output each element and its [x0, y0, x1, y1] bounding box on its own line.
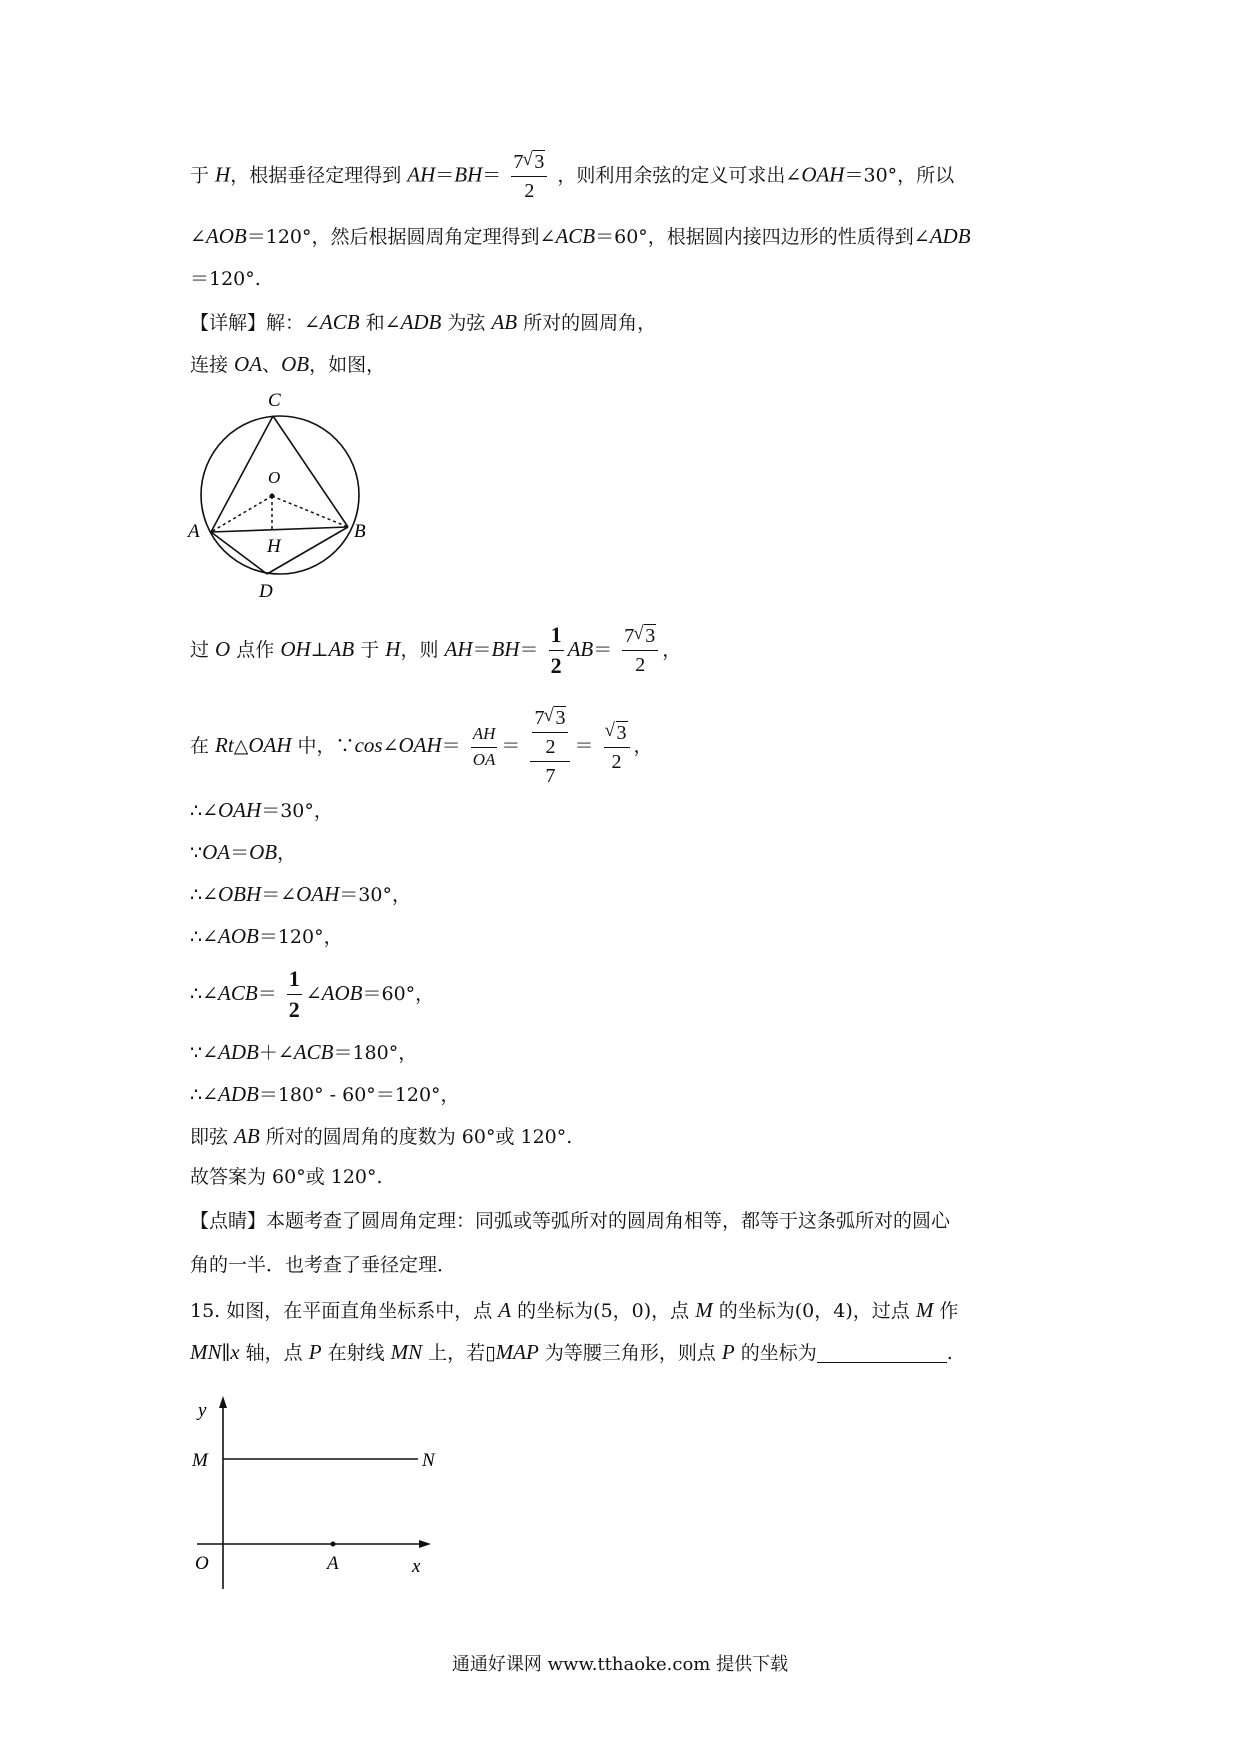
solution-line-13	[190, 1042, 417, 1063]
solution-line-10	[190, 884, 411, 905]
math: Rt	[215, 733, 234, 757]
text: ⊥	[310, 638, 329, 661]
math: AH	[444, 636, 473, 661]
text: ∵	[190, 842, 203, 864]
math: OAH	[398, 733, 442, 757]
text: 连接	[190, 354, 235, 376]
math: ADB	[218, 1082, 259, 1106]
solution-line-7	[190, 706, 653, 788]
math: H	[385, 636, 401, 661]
x-axis-arrow-icon	[419, 1540, 431, 1548]
text: ＝	[441, 735, 461, 757]
math: M	[695, 1298, 713, 1322]
math: AOB	[205, 224, 247, 248]
denominator: OA	[472, 749, 496, 769]
text: ∴∠	[190, 1084, 219, 1106]
math: ADB	[400, 310, 442, 334]
text: 为等腰三角形，则点	[538, 1342, 722, 1364]
math: AB	[234, 1124, 260, 1148]
solution-line-2	[190, 226, 971, 247]
text: ∴∠	[190, 926, 219, 948]
comment-line-1	[190, 1212, 950, 1231]
center-point-O	[270, 494, 275, 499]
text: ＝	[519, 638, 539, 661]
math: AOB	[321, 980, 363, 1005]
math: cos	[354, 733, 383, 757]
text: 于	[190, 164, 216, 187]
denominator: 2	[524, 180, 535, 202]
fraction-7root3-over-2	[511, 150, 547, 203]
math: MN	[390, 1340, 423, 1364]
text: ，则	[400, 638, 445, 661]
text: ＝120°.	[190, 268, 261, 290]
math: MN	[190, 1340, 222, 1364]
fraction-AH-over-OA	[471, 724, 498, 770]
denominator: 2	[635, 654, 646, 677]
label-A: A	[327, 1553, 339, 1574]
numerator: 1	[287, 966, 302, 995]
detail-heading-line	[190, 312, 656, 333]
text: 的坐标为	[734, 1342, 817, 1364]
math: OAH	[296, 882, 340, 906]
fraction-one-half	[549, 622, 564, 680]
math: OA	[202, 840, 231, 864]
fraction-root3-over-2	[604, 721, 630, 774]
text: 所对的圆周角的度数为 60°或 120°.	[259, 1126, 573, 1148]
math: ADB	[929, 224, 971, 248]
denominator: 7	[545, 765, 556, 787]
text: ∠	[305, 982, 322, 1005]
segment-AD	[211, 532, 267, 574]
segment-AB	[211, 527, 348, 532]
segment-CA	[211, 416, 273, 532]
text: ＝	[574, 735, 594, 757]
math: OA	[234, 352, 263, 376]
circle-figure	[180, 385, 380, 600]
math: OBH	[218, 882, 262, 906]
complex-fraction	[530, 706, 570, 788]
denominator: 2	[545, 736, 556, 758]
text: 角的一半．也考查了垂径定理．	[190, 1254, 457, 1276]
text: ，	[277, 842, 297, 864]
math: OH	[280, 636, 311, 661]
math: AB	[328, 636, 355, 661]
text: 【点睛】本题考查了圆周角定理：同弧或等弧所对的圆周角相等，都等于这条弧所对的圆心	[190, 1210, 951, 1232]
text: ∠	[190, 226, 206, 248]
math: OB	[249, 840, 278, 864]
text: ＝	[230, 842, 250, 864]
text: △	[233, 735, 249, 757]
text: ＝	[593, 638, 613, 661]
text: 故答案为 60°或 120°.	[190, 1166, 383, 1188]
text: 即弦	[190, 1126, 235, 1148]
math: AOB	[218, 924, 259, 948]
text: ＝∠	[261, 884, 297, 906]
solution-line-3	[190, 270, 261, 289]
text: ∠	[382, 735, 399, 757]
text: ∴∠	[190, 982, 219, 1005]
text: ＝	[501, 735, 521, 757]
text: ＝	[472, 638, 492, 661]
solution-line-6	[190, 622, 681, 680]
text: ，	[633, 735, 653, 757]
solution-line-15	[190, 1126, 572, 1147]
solution-line-9	[190, 842, 296, 863]
math: M	[915, 1298, 934, 1322]
label-O: O	[268, 468, 281, 487]
text: ，如图，	[309, 354, 386, 376]
text: ＝180°，	[333, 1042, 418, 1064]
math: H	[215, 162, 231, 187]
math: ADB	[218, 1040, 259, 1064]
text: ＝30°，所以	[844, 164, 955, 187]
solution-line-8	[190, 800, 333, 821]
text: 15. 如图，在平面直角坐标系中，点	[190, 1300, 499, 1322]
math: ACB	[555, 224, 596, 248]
text: 【详解】解：∠	[190, 312, 320, 334]
text: 在射线	[321, 1342, 391, 1364]
text: ＝120°，	[258, 926, 343, 948]
text: ＝180° - 60°＝120°，	[258, 1084, 460, 1106]
coordinate-figure	[185, 1392, 455, 1592]
math: AH	[407, 162, 436, 187]
label-A: A	[188, 521, 200, 542]
math: BH	[454, 162, 483, 187]
math: OB	[281, 352, 310, 376]
text: ＝30°，	[339, 884, 411, 906]
text: 、	[262, 354, 282, 376]
text: 的坐标为(0，4)，过点	[712, 1300, 916, 1322]
label-x: x	[412, 1556, 421, 1577]
math: AB	[567, 636, 594, 661]
numerator: 7	[534, 707, 545, 729]
numerator: 1	[549, 622, 564, 651]
text: 轴，点	[239, 1342, 309, 1364]
inner-fraction	[532, 706, 568, 759]
page-footer: 通通好课网 www.tthaoke.com 提供下载	[451, 1654, 789, 1675]
math: ACB	[218, 980, 258, 1005]
text: ＝60°，	[362, 982, 435, 1005]
denominator: 2	[550, 653, 562, 679]
text: ∵∠	[190, 1042, 219, 1064]
math: P	[721, 1340, 735, 1364]
math: O	[215, 636, 231, 661]
text: ＝120°，然后根据圆周角定理得到∠	[246, 226, 556, 248]
solution-line-12	[190, 966, 434, 1024]
text: 中，∵	[291, 735, 355, 757]
answer-blank[interactable]	[817, 1342, 947, 1363]
label-D: D	[259, 581, 273, 600]
answer-line	[190, 1168, 383, 1187]
text: ＝	[435, 164, 455, 187]
text: 为弦	[441, 312, 492, 334]
radicand: 3	[555, 707, 566, 729]
math: MAP	[495, 1340, 539, 1364]
label-C: C	[268, 390, 281, 411]
y-axis-arrow-icon	[219, 1396, 227, 1408]
radicand: 3	[645, 625, 656, 648]
text: ＝	[257, 982, 277, 1005]
segment-CB	[273, 416, 348, 527]
text: ，则利用余弦的定义可求出∠	[557, 164, 802, 187]
math: BH	[491, 636, 520, 661]
text: 所对的圆周角，	[517, 312, 657, 334]
label-O: O	[195, 1553, 209, 1574]
text: 过	[190, 638, 216, 661]
math: AB	[491, 310, 518, 334]
text: ＝	[482, 164, 502, 187]
numerator: AH	[471, 724, 498, 747]
fraction-7root3-over-2	[622, 624, 658, 677]
math: A	[498, 1298, 512, 1322]
math: OAH	[218, 798, 262, 822]
text: ∴∠	[190, 884, 219, 906]
math: P	[308, 1340, 322, 1364]
text: 于	[354, 638, 386, 661]
text: 的坐标为(5，0)，点	[511, 1300, 696, 1322]
math: ACB	[319, 310, 360, 334]
text: ∴∠	[190, 800, 219, 822]
solution-line-11	[190, 926, 343, 947]
point-A	[331, 1542, 336, 1547]
math: OAH	[248, 733, 292, 757]
text: ，根据垂径定理得到	[230, 164, 408, 187]
radicand: 3	[534, 151, 545, 173]
math: x	[230, 1340, 240, 1364]
label-y: y	[198, 1400, 207, 1421]
radicand: 3	[616, 721, 627, 744]
text: .	[946, 1342, 953, 1364]
label-N: N	[422, 1450, 435, 1471]
denominator: 2	[288, 997, 300, 1023]
text: 作	[933, 1300, 959, 1322]
text: ＝30°，	[261, 800, 333, 822]
text: 上，若▯	[422, 1342, 496, 1364]
comment-line-2	[190, 1256, 456, 1275]
numerator: 7	[624, 625, 635, 648]
text: ＋∠	[258, 1042, 294, 1064]
question-15-line-1	[190, 1300, 958, 1321]
math: OAH	[801, 162, 845, 187]
text: ，	[662, 638, 682, 661]
label-M: M	[192, 1450, 208, 1471]
label-H: H	[267, 536, 281, 557]
solution-line-1	[190, 150, 954, 203]
text: ＝60°，根据圆内接四边形的性质得到∠	[595, 226, 930, 248]
numerator: 7	[513, 151, 524, 173]
fraction-one-half	[287, 966, 302, 1024]
text: 在	[190, 735, 216, 757]
text: 点作	[230, 638, 281, 661]
denominator: 2	[611, 750, 622, 773]
text: 和∠	[359, 312, 401, 334]
question-15-line-2	[190, 1342, 953, 1363]
solution-line-5	[190, 354, 385, 375]
solution-line-14	[190, 1084, 460, 1105]
math: ACB	[293, 1040, 334, 1064]
text: ∥	[221, 1342, 231, 1364]
label-B: B	[354, 521, 366, 542]
